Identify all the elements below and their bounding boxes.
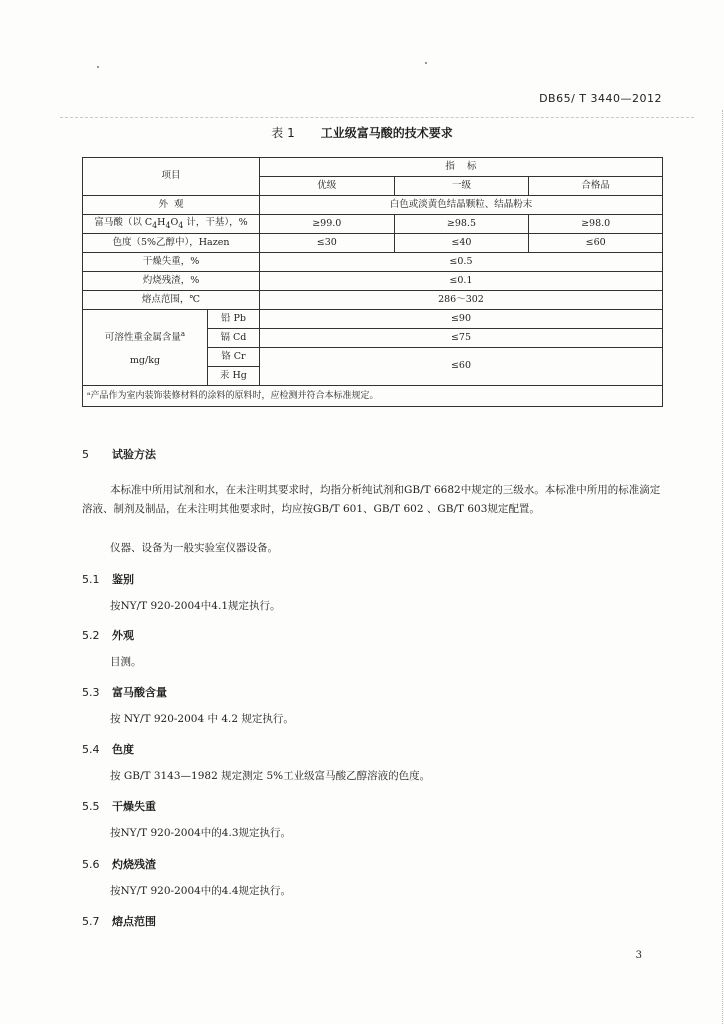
header-rule	[60, 117, 694, 118]
table-title	[0, 124, 724, 141]
table-row	[83, 386, 663, 407]
table-row	[83, 196, 663, 215]
head-item: 项目	[83, 158, 260, 196]
row-label: 熔点范围，℃	[83, 291, 260, 310]
subscript: 4	[152, 220, 158, 230]
label-part: O	[170, 217, 179, 228]
paragraph: 仪器、设备为一般实验室仪器设备。	[110, 542, 278, 554]
row-value: ≤60	[529, 234, 663, 253]
row-value: ≤30	[259, 234, 394, 253]
subsection-title: 富马酸含量	[112, 686, 167, 699]
metal-label: 铬 Cr	[207, 348, 259, 367]
subsection-heading	[82, 856, 156, 872]
row-value: ≥98.0	[529, 215, 663, 234]
paragraph: 本标准中所用试剂和水，在未注明其要求时，均指分析纯试剂和GB/T 6682中规定的三级水。本标准中所用的标准滴定溶液、制剂及制品，在未注明其他要求时，均应按GB/T 601、GB/T 602 、GB/T 603规定配置。	[82, 484, 661, 515]
subsection-heading	[82, 627, 134, 643]
paragraph: 按 NY/T 920-2004 中 4.2 规定执行。	[110, 713, 294, 725]
paragraph: 按NY/T 920-2004中4.1规定执行。	[110, 600, 281, 612]
label-part: H	[157, 217, 166, 228]
row-label	[83, 215, 260, 234]
table-row	[83, 291, 663, 310]
row-value: ≤0.5	[259, 253, 662, 272]
scan-speck	[97, 66, 99, 68]
table-row	[83, 158, 663, 177]
subsection-title: 熔点范围	[112, 915, 156, 928]
row-value: ≥99.0	[259, 215, 394, 234]
head-grade-1: 优级	[259, 177, 394, 196]
subsection-heading	[82, 684, 167, 700]
row-value: ≤75	[259, 329, 662, 348]
label-unit: mg/kg	[129, 354, 161, 366]
row-value: ≤60	[259, 348, 662, 386]
table-row	[83, 310, 663, 329]
subsection-number: 5.5	[82, 800, 100, 813]
paragraph: 按 GB/T 3143—1982 规定测定 5%工业级富马酸乙醇溶液的色度。	[110, 770, 431, 782]
subsection-title: 灼烧残渣	[112, 858, 156, 871]
row-label: 外 观	[83, 196, 260, 215]
subsection-number: 5.2	[82, 629, 100, 642]
table-caption: 工业级富马酸的技术要求	[320, 126, 453, 140]
head-grade-2: 一级	[394, 177, 529, 196]
page-number: 3	[635, 950, 642, 961]
paragraph: 按NY/T 920-2004中的4.4规定执行。	[110, 885, 292, 897]
row-value: ≤90	[259, 310, 662, 329]
subsection-title: 鉴别	[112, 573, 134, 586]
scan-speck	[425, 62, 427, 64]
label-part: 量	[171, 332, 181, 344]
label-part: 可溶性重金属含	[104, 332, 172, 344]
spec-table	[82, 157, 663, 407]
subscript: 4	[165, 220, 171, 230]
standard-code: DB65/ T 3440—2012	[539, 92, 662, 105]
table-row	[83, 215, 663, 234]
head-index: 指 标	[259, 158, 662, 177]
row-value: ≤40	[394, 234, 529, 253]
section-heading	[82, 446, 156, 462]
section-number: 5	[82, 448, 89, 461]
subscript: 4	[178, 220, 184, 230]
subsection-number: 5.7	[82, 915, 100, 928]
table-number: 表 1	[271, 126, 295, 140]
metal-label: 铅 Pb	[207, 310, 259, 329]
metal-label: 汞 Hg	[207, 367, 259, 386]
scan-edge	[722, 110, 723, 1024]
row-value: ≤0.1	[259, 272, 662, 291]
row-value: 286～302	[259, 291, 662, 310]
row-value: ≥98.5	[394, 215, 529, 234]
table-row	[83, 253, 663, 272]
subsection-heading	[82, 798, 156, 814]
table-footnote: ᵃ产品作为室内装饰装修材料的涂料的原料时，应检测并符合本标准规定。	[83, 386, 663, 407]
table-row	[83, 234, 663, 253]
paragraph: 按NY/T 920-2004中的4.3规定执行。	[110, 827, 292, 839]
subsection-heading	[82, 741, 134, 757]
metals-label	[83, 310, 208, 386]
label-part: 富马酸（以 C	[94, 217, 153, 228]
subsection-number: 5.6	[82, 858, 100, 871]
subsection-number: 5.1	[82, 573, 100, 586]
subsection-number: 5.3	[82, 686, 100, 699]
row-value: 白色或淡黄色结晶颗粒、结晶粉末	[259, 196, 662, 215]
row-label: 色度（5%乙醇中），Hazen	[83, 234, 260, 253]
row-label: 灼烧残渣，%	[83, 272, 260, 291]
section-title: 试验方法	[112, 448, 156, 461]
subsection-title: 色度	[112, 743, 134, 756]
subsection-number: 5.4	[82, 743, 100, 756]
subsection-title: 外观	[112, 629, 134, 642]
table-row	[83, 272, 663, 291]
row-label: 干燥失重，%	[83, 253, 260, 272]
label-part: 计，干基），%	[183, 217, 248, 228]
footnote-mark: a	[180, 330, 186, 339]
subsection-title: 干燥失重	[112, 800, 156, 813]
metal-label: 镉 Cd	[207, 329, 259, 348]
subsection-heading	[82, 913, 156, 929]
subsection-heading	[82, 571, 134, 587]
paragraph: 目测。	[110, 656, 142, 668]
head-grade-3: 合格品	[529, 177, 663, 196]
